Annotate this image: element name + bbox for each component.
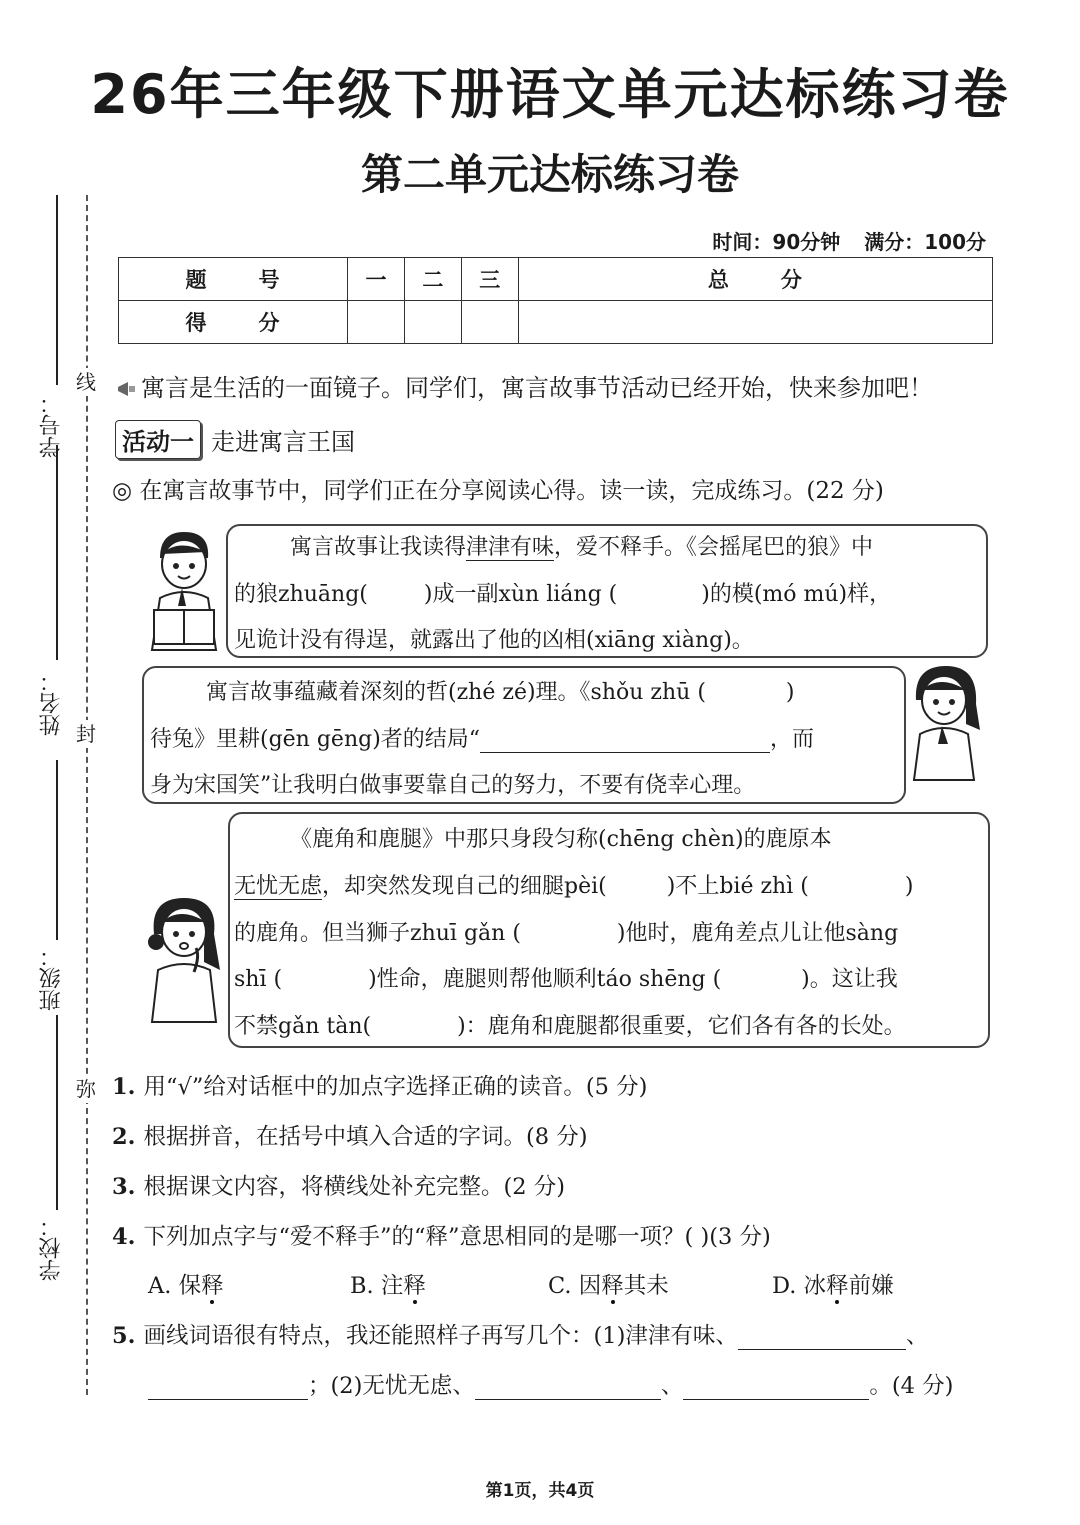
- intro-text: 寓言是生活的一面镜子。同学们，寓言故事节活动已经开始，快来参加吧！: [141, 374, 933, 402]
- option-text: 注: [380, 1273, 404, 1299]
- option-text: 因: [578, 1273, 602, 1299]
- bubble1-text: 寓言故事让我读得: [290, 535, 467, 560]
- page-subtitle: 第二单元达标练习卷: [360, 150, 739, 199]
- bubble3-text: )。这让我: [801, 967, 898, 992]
- bubble3-text: ): [904, 874, 914, 899]
- option-label: B.: [350, 1273, 374, 1299]
- bubble3-line5: [234, 1009, 906, 1040]
- bubble2-text: 待兔》里耕(gēn gēng)者的结局“: [150, 727, 481, 752]
- bubble1-line3: 见诡计没有得逞，就露出了他的凶相(xiāng xiàng)。: [234, 628, 754, 653]
- page-title: 26年三年级下册语文单元达标练习卷: [90, 63, 1010, 126]
- question-4: [112, 1219, 771, 1251]
- score-table-header-row: [119, 258, 993, 301]
- bubble1-line2: [234, 577, 891, 608]
- activity-title: 走进寓言王国: [211, 428, 355, 456]
- score-table-col-total: 总分: [518, 258, 992, 301]
- bubble2-text: ): [785, 680, 795, 705]
- bubble2-text: 寓言故事蕴藏着深刻的哲(zhé zé)理。《shǒu zhū (: [206, 680, 706, 705]
- score-table-col-3: 三: [461, 258, 518, 301]
- question-text: 根据拼音，在括号中填入合适的字词。(8 分): [143, 1124, 588, 1150]
- q5-comma: 、: [660, 1373, 684, 1399]
- option-label: A.: [148, 1273, 172, 1299]
- question-text: 下列加点字与“爱不释手”的“释”意思相同的是哪一项？( )(3 分): [143, 1224, 771, 1250]
- name-line[interactable]: [56, 445, 58, 660]
- activity-tag: 活动一: [115, 420, 201, 459]
- bubble1-line1: [290, 530, 873, 561]
- binding-word-feng: 封: [76, 722, 96, 746]
- bubble3-text: )不上bié zhì (: [666, 874, 809, 899]
- underlined-word-wuyouwulv: 无忧无虑: [234, 874, 323, 899]
- girl-thinking-illustration: [140, 890, 230, 1026]
- score-table: [118, 257, 993, 344]
- bubble3-text: shī (: [234, 967, 283, 992]
- bubble3-text: 不禁gǎn tàn(: [234, 1014, 372, 1039]
- bubble1-text: )的模(mó mú)样，: [701, 582, 892, 607]
- binding-word-xian: 线: [76, 370, 96, 394]
- score-cell-total[interactable]: [518, 301, 992, 344]
- score-cell-2[interactable]: [404, 301, 461, 344]
- score-table-col-1: 一: [348, 258, 405, 301]
- dotted-char: 释: [601, 1273, 624, 1299]
- score-table-score-label: 得分: [119, 301, 348, 344]
- bubble2-line3: 身为宋国笑”让我明白做事要靠自己的努力，不要有侥幸心理。: [150, 773, 756, 798]
- name-label: 姓名：: [39, 670, 64, 736]
- score-table-col-2: 二: [404, 258, 461, 301]
- question-number: 1.: [112, 1074, 136, 1100]
- option-a[interactable]: [148, 1268, 224, 1300]
- dotted-char: 释: [201, 1273, 224, 1299]
- option-text: 其未: [623, 1273, 669, 1299]
- bubble2-text: ，而: [770, 727, 815, 752]
- question-number: 2.: [112, 1124, 136, 1150]
- option-b[interactable]: [350, 1268, 426, 1300]
- question-2: [112, 1119, 588, 1151]
- fill-line-jieju[interactable]: [480, 728, 770, 753]
- bubble3-text: )：鹿角和鹿腿都很重要，它们各有各的长处。: [457, 1014, 906, 1039]
- student-id-label: 学号：: [39, 392, 64, 458]
- instruction: ◎ 在寓言故事节中，同学们正在分享阅读心得。读一读，完成练习。(22 分): [112, 478, 884, 504]
- question-number: 5.: [112, 1323, 136, 1349]
- school-label: 学校：: [39, 1215, 64, 1281]
- question-5-line2: [148, 1368, 953, 1400]
- question-5: [112, 1318, 928, 1350]
- bubble1-text: ，爱不释手。《会摇尾巴的狼》中: [554, 535, 874, 560]
- question-number: 3.: [112, 1174, 136, 1200]
- bubble3-line4: [234, 962, 898, 993]
- bubble3-text: ，却突然发现自己的细腿pèi(: [322, 874, 607, 899]
- question-number: 4.: [112, 1224, 136, 1250]
- bubble2-line2: [150, 722, 814, 753]
- score-table-score-row: [119, 301, 993, 344]
- score-table-head-label: 题号: [119, 258, 348, 301]
- student-id-line[interactable]: [56, 195, 58, 385]
- full-score: 满分：100分: [864, 230, 986, 254]
- class-line[interactable]: [56, 760, 58, 940]
- q5-comma: 、: [905, 1323, 929, 1349]
- question-text: 画线词语很有特点，我还能照样子再写几个：(1)津津有味、: [143, 1323, 738, 1349]
- question-3: [112, 1169, 565, 1201]
- option-text: 前嫌: [848, 1273, 894, 1299]
- underlined-word-jinjinyouwei: 津津有味: [466, 535, 555, 560]
- class-label: 班级：: [39, 945, 64, 1011]
- dotted-char: 释: [826, 1273, 849, 1299]
- option-d[interactable]: [772, 1268, 894, 1300]
- question-text: 用“√”给对话框中的加点字选择正确的读音。(5 分): [143, 1074, 648, 1100]
- question-1: [112, 1069, 647, 1101]
- q5-blank-3[interactable]: [475, 1374, 661, 1400]
- q5-blank-4[interactable]: [683, 1374, 869, 1400]
- bubble3-line2: [234, 869, 913, 900]
- intro-line: [116, 368, 933, 403]
- bubble3-line3: [234, 916, 898, 947]
- score-cell-3[interactable]: [461, 301, 518, 344]
- time-limit: 时间：90分钟: [712, 230, 841, 254]
- option-label: D.: [772, 1273, 797, 1299]
- megaphone-icon: [116, 380, 138, 398]
- q5-blank-2[interactable]: [148, 1374, 308, 1400]
- option-label: C.: [548, 1273, 572, 1299]
- option-text: 冰: [803, 1273, 827, 1299]
- bubble2-line1: [206, 675, 795, 706]
- time-score-info: [712, 226, 986, 255]
- activity-header: [115, 420, 355, 459]
- score-cell-1[interactable]: [348, 301, 405, 344]
- boy-reading-illustration: [138, 528, 230, 656]
- binding-word-mi: 弥: [76, 1077, 96, 1101]
- question-text: 根据课文内容，将横线处补充完整。(2 分): [143, 1174, 566, 1200]
- bubble1-text: )成一副xùn liáng (: [423, 582, 618, 607]
- bubble3-text: )他时，鹿角差点儿让他sàng: [616, 921, 899, 946]
- school-line[interactable]: [56, 1015, 58, 1210]
- dotted-char: 释: [403, 1273, 426, 1299]
- option-c[interactable]: [548, 1268, 669, 1300]
- bubble3-line1: 《鹿角和鹿腿》中那只身段匀称(chēng chèn)的鹿原本: [290, 827, 832, 852]
- bubble3-text: 的鹿角。但当狮子zhuī gǎn (: [234, 921, 521, 946]
- girl-speaking-illustration: [904, 660, 986, 784]
- bubble3-text: )性命，鹿腿则帮他顺利táo shēng (: [368, 967, 722, 992]
- q5-text: 。(4 分): [869, 1373, 954, 1399]
- q5-blank-1[interactable]: [738, 1324, 906, 1350]
- page-footer: 第1页，共4页: [485, 1481, 595, 1501]
- bubble1-text: 的狼zhuāng(: [234, 582, 368, 607]
- option-text: 保: [178, 1273, 202, 1299]
- q5-text: ；(2)无忧无虑、: [308, 1373, 475, 1399]
